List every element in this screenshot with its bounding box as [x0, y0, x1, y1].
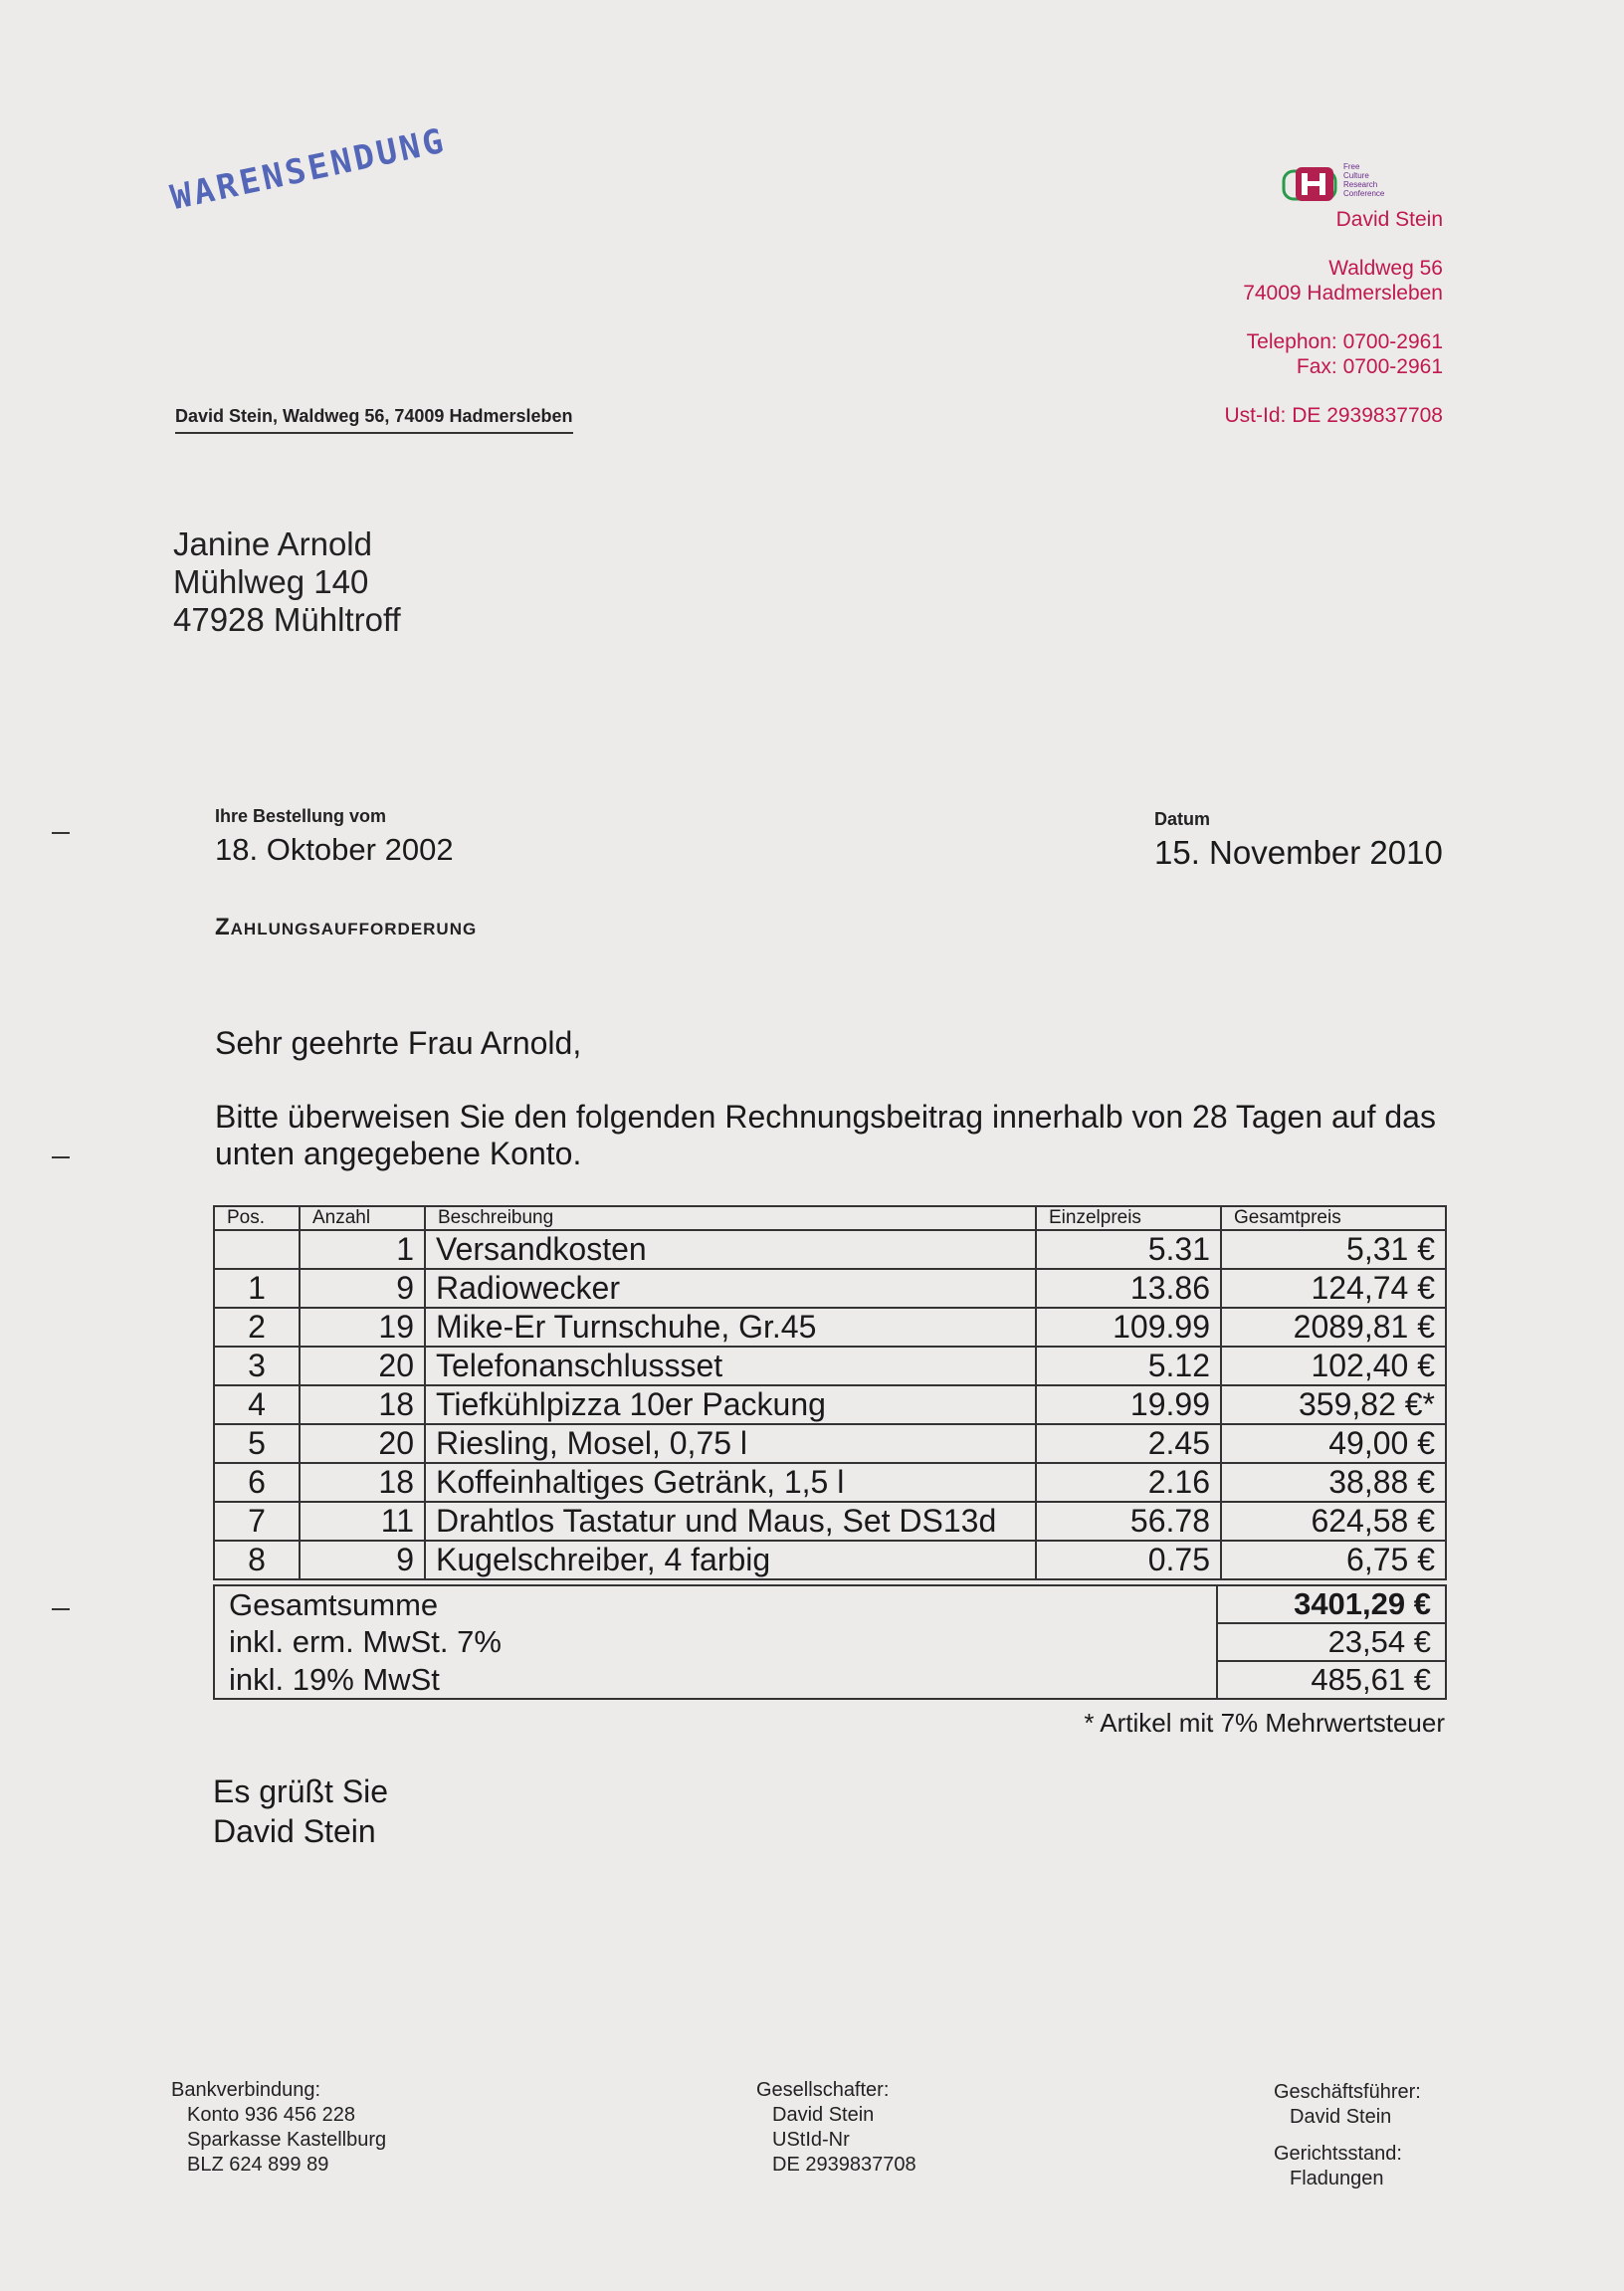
vat-footnote: * Artikel mit 7% Mehrwertsteuer: [1084, 1708, 1445, 1738]
footer-director-title: Geschäftsführer:: [1274, 2081, 1421, 2103]
sender-street: Waldweg 56: [1328, 257, 1443, 280]
item-total-price: 102,40 €: [1221, 1347, 1446, 1385]
vat19-label: inkl. 19% MwSt: [229, 1661, 440, 1697]
total-sum-label: Gesamtsumme: [229, 1586, 439, 1622]
item-unit-price: 0.75: [1036, 1541, 1221, 1579]
invoice-totals-table: [213, 1584, 1447, 1700]
footer-partner-title: Gesellschafter:: [756, 2079, 890, 2101]
footer-bank-title: Bankverbindung:: [171, 2079, 321, 2101]
item-unit-price: 56.78: [1036, 1502, 1221, 1541]
item-unit-price: 5.12: [1036, 1347, 1221, 1385]
order-date-label: Ihre Bestellung vom: [215, 806, 387, 826]
item-qty: 9: [300, 1269, 425, 1308]
item-qty: 9: [300, 1541, 425, 1579]
total-sum-value: 3401,29 €: [1217, 1585, 1446, 1623]
header-description: Beschreibung: [425, 1206, 1036, 1230]
item-qty: 18: [300, 1463, 425, 1502]
table-row: [214, 1308, 1446, 1347]
item-total-price: 49,00 €: [1221, 1424, 1446, 1463]
item-total-price: 38,88 €: [1221, 1463, 1446, 1502]
totals-row: [214, 1623, 1446, 1661]
table-row: [214, 1424, 1446, 1463]
vat7-label: inkl. erm. MwSt. 7%: [229, 1624, 502, 1659]
item-pos: [214, 1230, 300, 1269]
logo-text-2: Culture: [1343, 171, 1369, 180]
header-qty: Anzahl: [300, 1206, 425, 1230]
item-qty: 18: [300, 1385, 425, 1424]
item-description: Mike-Er Turnschuhe, Gr.45: [425, 1308, 1036, 1347]
letter-subject: Zahlungsaufforderung: [215, 914, 478, 940]
item-pos: 6: [214, 1463, 300, 1502]
sender-vat-id: Ust-Id: DE 2939837708: [1224, 404, 1443, 427]
recipient-street: Mühlweg 140: [173, 563, 369, 600]
header-pos: Pos.: [214, 1206, 300, 1230]
table-row: [214, 1269, 1446, 1308]
item-pos: 7: [214, 1502, 300, 1541]
footer-bank-details: [171, 2078, 386, 2178]
vat7-value: 23,54 €: [1217, 1623, 1446, 1661]
sender-fax: Fax: 0700-2961: [1296, 355, 1443, 378]
sender-telephone: Telephon: 0700-2961: [1246, 330, 1443, 353]
table-row: [214, 1230, 1446, 1269]
item-unit-price: 2.16: [1036, 1463, 1221, 1502]
invoice-items-table: [213, 1205, 1447, 1580]
footer-bank-blz: BLZ 624 899 89: [187, 2154, 329, 2176]
table-row: [214, 1463, 1446, 1502]
item-pos: 2: [214, 1308, 300, 1347]
item-qty: 20: [300, 1424, 425, 1463]
intro-text: Bitte überweisen Sie den folgenden Rechnungsbeitrag innerhalb von 28 Tagen auf das unten angegebene Konto.: [215, 1099, 1436, 1171]
item-qty: 1: [300, 1230, 425, 1269]
logo-text-1: Free: [1343, 162, 1360, 171]
item-unit-price: 109.99: [1036, 1308, 1221, 1347]
item-pos: 1: [214, 1269, 300, 1308]
item-description: Drahtlos Tastatur und Maus, Set DS13d: [425, 1502, 1036, 1541]
closing-name: David Stein: [213, 1813, 376, 1849]
table-row: [214, 1347, 1446, 1385]
table-header-row: [214, 1206, 1446, 1230]
shipping-stamp: WARENSENDUNG: [167, 120, 450, 219]
closing-greeting: Es grüßt Sie: [213, 1773, 389, 1809]
fold-mark: [52, 1608, 70, 1610]
item-unit-price: 5.31: [1036, 1230, 1221, 1269]
table-row: [214, 1385, 1446, 1424]
item-pos: 3: [214, 1347, 300, 1385]
item-description: Riesling, Mosel, 0,75 l: [425, 1424, 1036, 1463]
item-pos: 4: [214, 1385, 300, 1424]
fold-mark: [52, 832, 70, 834]
salutation: Sehr geehrte Frau Arnold,: [215, 1025, 582, 1061]
item-total-price: 624,58 €: [1221, 1502, 1446, 1541]
footer-court-title: Gerichtsstand:: [1274, 2143, 1402, 2165]
header-total-price: Gesamtpreis: [1221, 1206, 1446, 1230]
item-qty: 20: [300, 1347, 425, 1385]
item-description: Kugelschreiber, 4 farbig: [425, 1541, 1036, 1579]
vat19-value: 485,61 €: [1217, 1661, 1446, 1699]
recipient-address: [173, 525, 401, 639]
item-unit-price: 19.99: [1036, 1385, 1221, 1424]
footer-partner: [756, 2078, 916, 2178]
fold-mark: [52, 1156, 70, 1158]
footer-partner-name: David Stein: [772, 2104, 875, 2126]
table-row: [214, 1541, 1446, 1579]
item-unit-price: 13.86: [1036, 1269, 1221, 1308]
item-total-price: 359,82 €*: [1221, 1385, 1446, 1424]
item-total-price: 5,31 €: [1221, 1230, 1446, 1269]
letter-date-label: Datum: [1154, 809, 1211, 829]
recipient-name: Janine Arnold: [173, 525, 372, 562]
recipient-city: 47928 Mühltroff: [173, 601, 401, 638]
closing-block: [213, 1771, 388, 1851]
footer-court-name: Fladungen: [1290, 2168, 1384, 2189]
item-description: Telefonanschlussset: [425, 1347, 1036, 1385]
item-description: Radiowecker: [425, 1269, 1036, 1308]
item-qty: 19: [300, 1308, 425, 1347]
sender-name: David Stein: [1335, 208, 1443, 231]
item-description: Versandkosten: [425, 1230, 1036, 1269]
sender-block: [1225, 207, 1443, 428]
footer-bank-name: Sparkasse Kastellburg: [187, 2129, 387, 2151]
item-total-price: 2089,81 €: [1221, 1308, 1446, 1347]
totals-row: [214, 1661, 1446, 1699]
footer-director-name: David Stein: [1290, 2106, 1392, 2128]
letter-date-value: 15. November 2010: [1154, 834, 1443, 871]
return-address-line: David Stein, Waldweg 56, 74009 Hadmersleben: [175, 406, 573, 434]
header-unit-price: Einzelpreis: [1036, 1206, 1221, 1230]
sender-city: 74009 Hadmersleben: [1243, 282, 1443, 305]
footer-partner-vat: DE 2939837708: [772, 2154, 916, 2176]
table-row: [214, 1502, 1446, 1541]
item-qty: 11: [300, 1502, 425, 1541]
totals-row: [214, 1585, 1446, 1623]
item-pos: 5: [214, 1424, 300, 1463]
order-date-value: 18. Oktober 2002: [215, 832, 454, 867]
item-description: Tiefkühlpizza 10er Packung: [425, 1385, 1036, 1424]
company-logo: [1282, 157, 1441, 203]
item-total-price: 6,75 €: [1221, 1541, 1446, 1579]
logo-text-3: Research: [1343, 180, 1378, 189]
item-description: Koffeinhaltiges Getränk, 1,5 l: [425, 1463, 1036, 1502]
item-pos: 8: [214, 1541, 300, 1579]
item-unit-price: 2.45: [1036, 1424, 1221, 1463]
footer-bank-account: Konto 936 456 228: [187, 2104, 356, 2126]
footer-partner-vat-label: UStId-Nr: [772, 2129, 850, 2151]
item-total-price: 124,74 €: [1221, 1269, 1446, 1308]
footer-director: [1274, 2080, 1421, 2191]
logo-text-4: Conference: [1343, 189, 1385, 198]
